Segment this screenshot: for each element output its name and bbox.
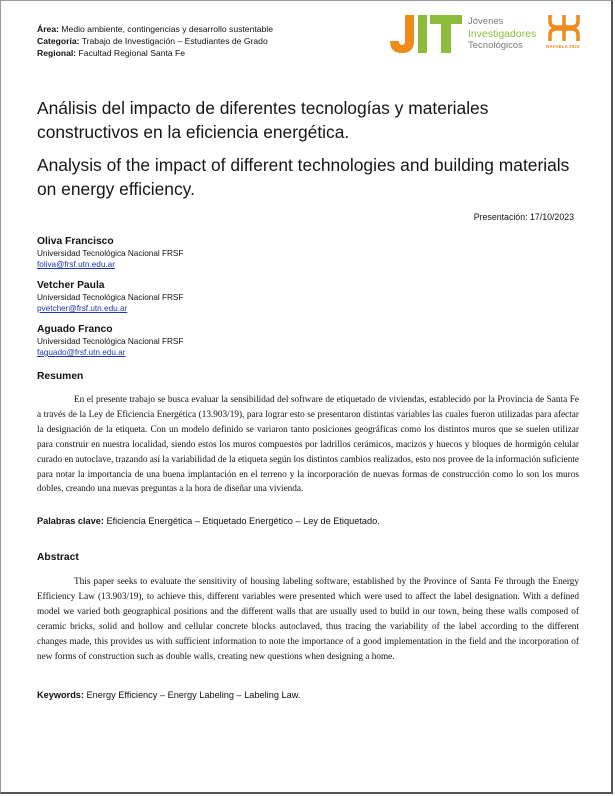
abstract-heading: Abstract [37,552,79,563]
header-meta [37,23,273,59]
jit-logo-text: Jóvenes Investigadores Tecnológicos [468,16,537,51]
author-name: Aguado Franco [37,324,113,335]
presentation-date: Presentación: 17/10/2023 [473,212,574,222]
author-name: Oliva Francisco [37,236,114,247]
resumen-text: En el presente trabajo se busca evaluar la sensibilidad del software de etiquetado de viviendas, establecido por la Provincia de Santa Fe a través de la Ley de Eficiencia Energética (13.903/19), para lograr esto se presentaron distintas variables las cuales fueron utilizadas para afectar la designación de la etiqueta. Con un modelo definido se variaron tanto posiciones geográficas como los distintos muros que se suelen utilizar para construir en nuestra localidad, siendo estos los muros compuestos por ladrillos cerámicos, macizos y huecos y bloques de hormigón celular curado en autoclave, trazando así la variabilidad de la etiqueta según los distintos cambios realizados, esto nos provee de la información suficiente para notar la importancia de una buena implantación en el terreno y la incorporación de nuevas formas de construcción como lo son los muros dobles, creando una nuevas preguntas a la hora de diseñar una vivienda. [37,395,579,495]
utn-logo [546,13,582,43]
categoria-line: Categoría: Trabajo de Investigación – Estudiantes de Grado [37,36,268,46]
area-line: Área: Medio ambiente, contingencias y desarrollo sustentable [37,24,274,34]
jit-logo [386,11,466,57]
author-email-link[interactable]: pvetcher@frsf.utn.edu.ar [37,304,128,313]
utn-caption: RAFAELA 2023 [546,44,580,49]
author-email-link[interactable]: foliva@frsf.utn.edu.ar [37,260,115,269]
resumen-heading: Resumen [37,371,84,382]
author-affiliation: Universidad Tecnológica Nacional FRSF [37,249,184,258]
abstract-text: This paper seeks to evaluate the sensitivity of housing labeling software, established by the Province of Santa Fe through the Energy Efficiency Law (13.903/19), to achieve this, different variables were presented which were used to affect the label designation. With a defined model we varied both geographical positions and the different walls that are usually used to build in our town, being these walls composed of ceramic bricks, solid and hollow and cellular concrete blocks autoclaved, thus tracing the variability of the label according to the different changes made, this provides us with sufficient information to note the importance of a good implementation in the field and the incorporation of new forms of construction such as double walls, creating new questions when designing a home. [37,577,579,662]
palabras-clave: Palabras clave: Eficiencia Energética – Etiquetado Energético – Ley de Etiquetado. [37,516,380,526]
author-block [37,235,183,270]
author-block [37,323,183,358]
author-email-link[interactable]: faguado@frsf.utn.edu.ar [37,348,126,357]
header-logos [386,11,591,57]
author-affiliation: Universidad Tecnológica Nacional FRSF [37,293,184,302]
author-block [37,279,183,314]
title-spanish: Análisis del impacto de diferentes tecnologías y materiales constructivos en la eficiencia energética. [37,98,489,142]
author-name: Vetcher Paula [37,280,105,291]
keywords: Keywords: Energy Efficiency – Energy Labeling – Labeling Law. [37,690,301,700]
title-english: Analysis of the impact of different technologies and building materials on energy efficiency. [37,155,570,199]
author-affiliation: Universidad Tecnológica Nacional FRSF [37,337,184,346]
regional-line: Regional: Facultad Regional Santa Fe [37,48,186,58]
